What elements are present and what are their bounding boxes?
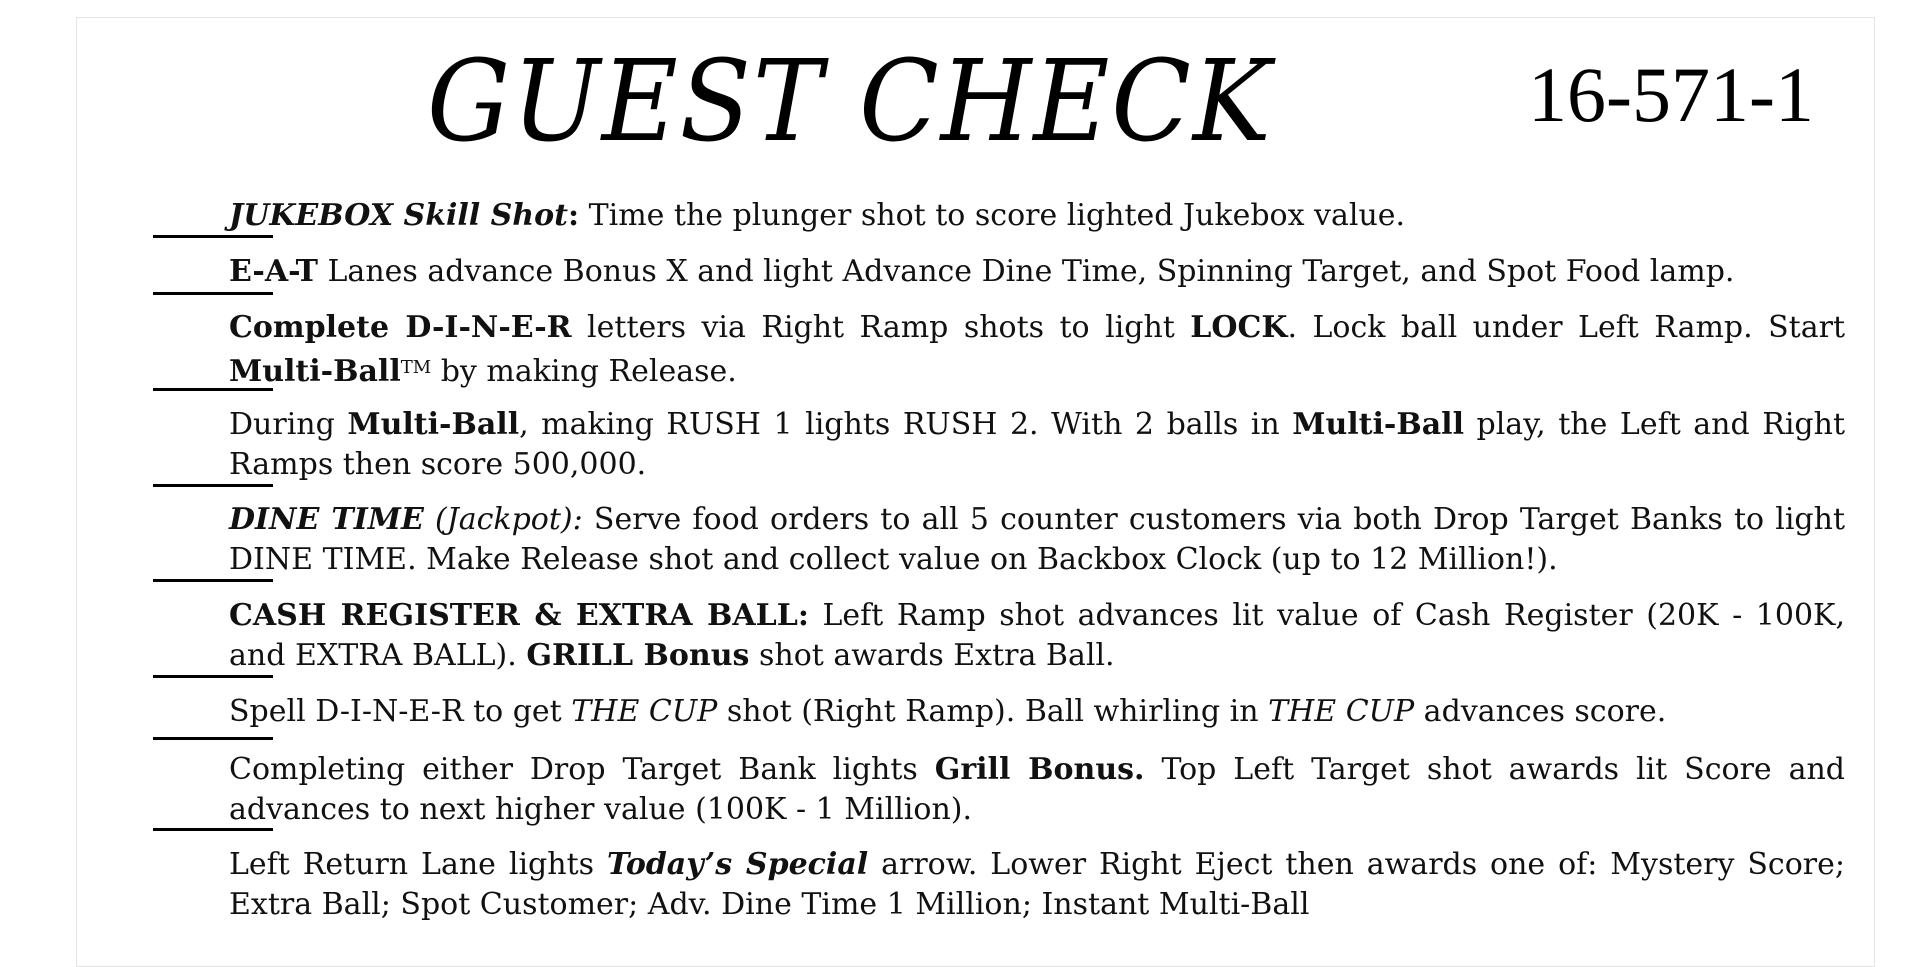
rule-text-segment: CASH REGISTER & EXTRA BALL:	[229, 598, 809, 633]
rule-text-segment: LOCK	[1190, 310, 1288, 345]
rule-text-segment: Multi-Ball	[1292, 407, 1464, 442]
rule-text-segment: Multi-Ball	[347, 407, 520, 442]
rule-text-segment: Top Left Target shot awards lit Score and advances to next higher value (100K - 1 Million).	[229, 752, 1845, 827]
rule-text-segment: TM	[400, 357, 432, 378]
rule-text-segment: THE CUP	[571, 694, 718, 729]
rule-separator	[153, 737, 273, 740]
rule-grill-bonus	[229, 750, 1845, 830]
rule-text-segment: , making RUSH 1 lights RUSH 2. With 2 balls in	[519, 407, 1293, 442]
rule-separator	[153, 828, 273, 831]
rule-separator	[153, 484, 273, 487]
rule-separator	[153, 292, 273, 295]
rule-separator	[153, 388, 273, 391]
rule-text-segment: Left Return Lane lights	[229, 847, 607, 882]
rule-text-segment: Left Ramp shot advances lit value of Cash Register (20K - 100K, and EXTRA BALL).	[229, 598, 1845, 673]
rule-during-multiball	[229, 405, 1845, 485]
rule-text-segment: letters via Right Ramp shots to light	[571, 310, 1191, 345]
rule-separator	[153, 675, 273, 678]
rule-text-segment: Complete D-I-N-E-R	[229, 310, 572, 345]
rule-text-segment: GRILL Bonus	[526, 638, 750, 673]
guest-check-title: GUEST CHECK	[427, 37, 1273, 167]
guest-check-card	[76, 17, 1875, 967]
rule-text-segment: arrow. Lower Right Eject then awards one of: Mystery Score; Extra Ball; Spot Customer; Adv. Dine Time 1 Million; Instant Multi-Ball	[229, 847, 1845, 922]
rule-text-segment: THE CUP	[1268, 694, 1415, 729]
rule-text-segment: . Lock ball under Left Ramp. Start	[1287, 310, 1845, 345]
rule-text-segment: advances score.	[1414, 694, 1667, 729]
rule-text-segment: JUKEBOX Skill Shot	[229, 198, 568, 233]
rule-separator	[153, 579, 273, 582]
rule-eat-lanes	[229, 252, 1845, 292]
rule-text-segment: Serve food orders to all 5 counter customers via both Drop Target Banks to light DINE TIME. Make Release shot and collect value on Backbox Clock (up to 12 Million!).	[229, 502, 1846, 577]
rules-list	[77, 18, 1874, 966]
rule-text-segment: Grill Bonus.	[934, 752, 1145, 787]
rule-text-segment: :	[567, 198, 580, 233]
card-code-number: 16-571-1	[1528, 51, 1814, 138]
rule-todays-special	[229, 845, 1845, 925]
rule-text-segment: play, the Left and Right Ramps then score 500,000.	[229, 407, 1846, 482]
rule-text-segment: Multi-Ball	[229, 354, 401, 389]
rule-text-segment: Lanes advance Bonus X and light Advance Dine Time, Spinning Target, and Spot Food lamp.	[317, 254, 1735, 289]
rule-text-segment: by making Release.	[431, 354, 737, 389]
rule-jukebox-skill-shot	[229, 196, 1845, 236]
rule-text-segment: During	[229, 407, 348, 442]
rule-text-segment: E-A-T	[229, 254, 318, 289]
rule-text-segment: shot (Right Ramp). Ball whirling in	[717, 694, 1269, 729]
rule-dine-time-jackpot	[229, 500, 1845, 580]
rule-text-segment: shot awards Extra Ball.	[749, 638, 1115, 673]
rule-text-segment: (Jackpot):	[423, 502, 583, 537]
rule-separator	[153, 235, 273, 238]
rule-text-segment: Today’s Special	[606, 847, 869, 882]
rule-text-segment: Spell D-I-N-E-R to get	[229, 694, 572, 729]
rule-the-cup	[229, 692, 1845, 732]
rule-text-segment: DINE TIME	[229, 502, 424, 537]
rule-cash-register-extra-ball	[229, 596, 1845, 676]
rule-text-segment: Time the plunger shot to score lighted Jukebox value.	[579, 198, 1406, 233]
rule-complete-diner	[229, 308, 1845, 392]
rule-text-segment: Completing either Drop Target Bank lights	[229, 752, 935, 787]
